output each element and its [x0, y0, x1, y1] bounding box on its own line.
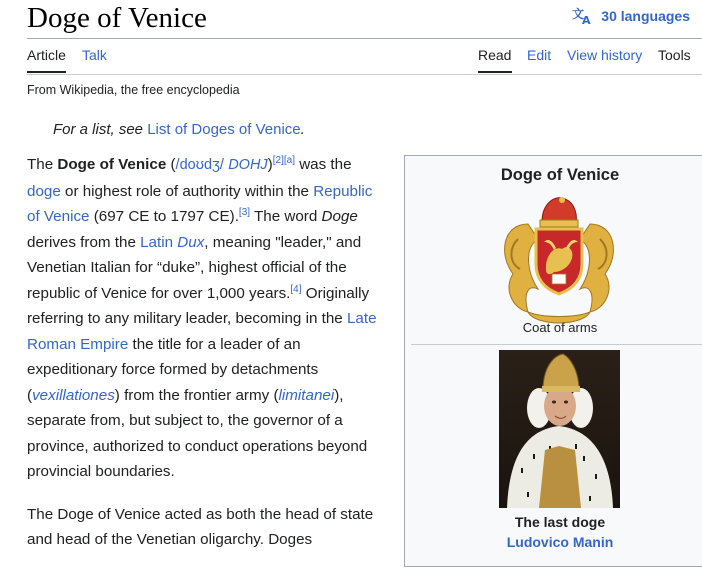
svg-text:A: A: [582, 14, 591, 25]
coat-of-arms-image[interactable]: [498, 194, 620, 324]
latin-link[interactable]: Latin: [140, 233, 174, 251]
citation-link[interactable]: [2]: [272, 155, 284, 166]
vexillationes-link[interactable]: vexillationes: [32, 386, 115, 404]
tab-tools[interactable]: Tools: [658, 47, 691, 63]
respelling-link[interactable]: DOHJ: [228, 157, 268, 173]
page-tabs: [27, 45, 690, 73]
text: (697 CE to 1797 CE).: [89, 208, 239, 225]
text: was the: [294, 156, 352, 173]
limitanei-link[interactable]: limitanei: [278, 386, 335, 404]
text: The word: [250, 208, 322, 225]
text: the title for a leader of an expeditionary force formed by detachments (: [27, 335, 319, 404]
coat-of-arms-caption: Coat of arms: [522, 320, 598, 335]
article-body: [27, 152, 385, 570]
text: ), separate from, but subject to, the governor of a province, authorized to conduct operations beyond provincial boundaries.: [27, 386, 368, 480]
text: derives from the: [27, 233, 141, 251]
hatnote-text: For a list, see: [53, 121, 148, 138]
paragraph-1: [27, 152, 385, 485]
infobox-person-link[interactable]: Ludovico Manin: [506, 534, 614, 550]
hatnote: [53, 121, 305, 138]
ipa-link[interactable]: /doʊdʒ/: [175, 157, 224, 173]
tab-view-history[interactable]: View history: [567, 47, 643, 63]
tab-article[interactable]: Article: [27, 47, 66, 63]
site-tagline: From Wikipedia, the free encyclopedia: [27, 83, 240, 97]
infobox-subheading: The last doge: [514, 514, 606, 530]
text: (: [166, 156, 176, 173]
svg-text:文: 文: [572, 7, 585, 21]
text: ): [267, 156, 273, 173]
text: Originally referring to any military leader, becoming in the: [27, 284, 370, 327]
infobox: [404, 155, 702, 567]
hatnote-suffix: .: [300, 121, 305, 138]
republic-of-venice-link[interactable]: Republic of Venice: [27, 182, 373, 225]
doge-link[interactable]: doge: [27, 182, 61, 200]
title-divider: [27, 38, 702, 39]
tab-talk[interactable]: Talk: [82, 47, 107, 63]
tab-read[interactable]: Read: [478, 47, 512, 63]
text: ) from the frontier army (: [114, 386, 279, 404]
infobox-divider: [411, 344, 702, 345]
language-selector[interactable]: [572, 6, 690, 25]
italic-term: Doge: [321, 208, 358, 225]
doge-portrait-image[interactable]: [499, 350, 620, 508]
citation-link[interactable]: [3]: [238, 207, 251, 218]
citation-link[interactable]: [4]: [290, 283, 302, 295]
infobox-title: Doge of Venice: [500, 166, 620, 184]
text: or highest role of authority within the: [60, 182, 314, 200]
paragraph-2: The Doge of Venice acted as both the head of state and head of the Venetian oligarchy. Doges: [27, 505, 374, 548]
page-title: Doge of Venice: [27, 2, 207, 34]
dux-link[interactable]: Dux: [177, 233, 205, 251]
late-roman-empire-link[interactable]: Late Roman Empire: [27, 310, 377, 353]
translate-icon: [572, 6, 593, 25]
text: The: [27, 156, 58, 173]
bold-term: Doge of Venice: [57, 156, 167, 173]
languages-label: 30 languages: [601, 7, 690, 24]
tab-edit[interactable]: Edit: [527, 47, 552, 63]
active-tab-indicator: [27, 71, 66, 73]
hatnote-link[interactable]: List of Doges of Venice: [147, 121, 301, 138]
active-view-indicator: [478, 71, 512, 73]
tabs-divider: [27, 74, 702, 75]
footnote-link[interactable]: [a]: [283, 155, 295, 166]
text: , meaning "leader," and Venetian Italian for “duke”, highest official of the republic of Venice for over 1,000 years.: [27, 233, 362, 302]
